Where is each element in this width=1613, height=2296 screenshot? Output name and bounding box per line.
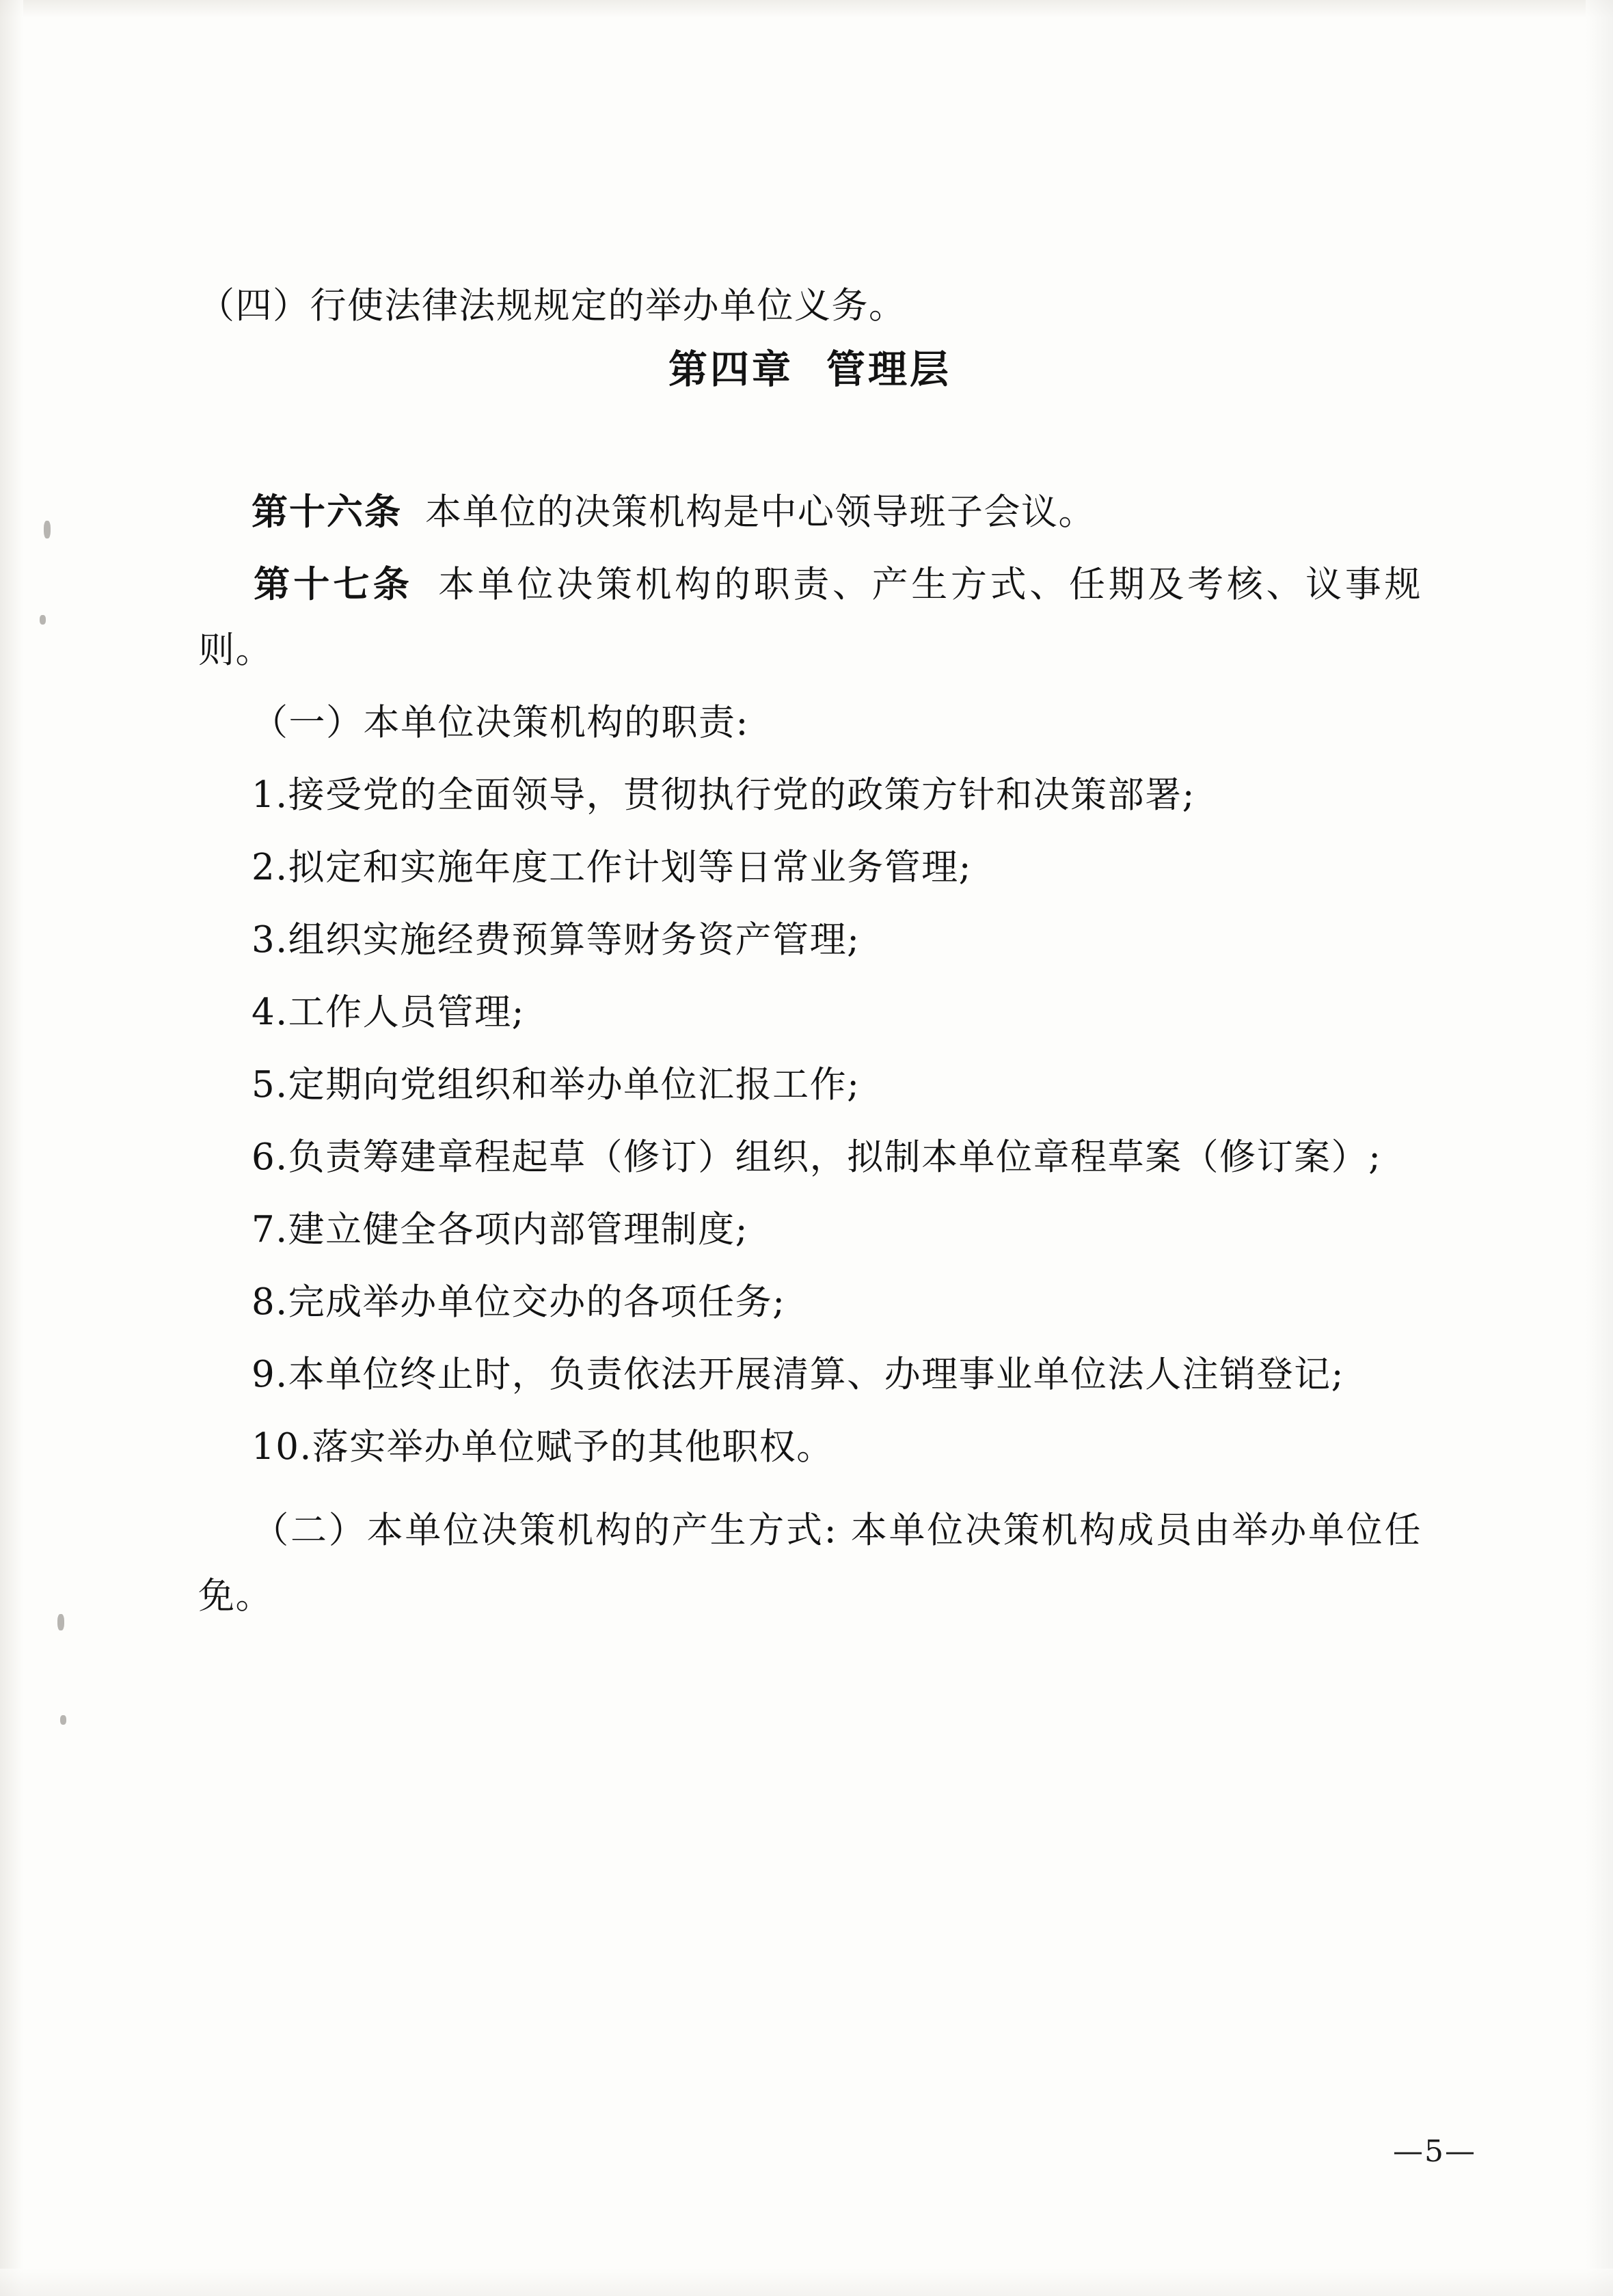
- clause-item-1-text: （一）本单位决策机构的职责:: [252, 702, 749, 743]
- list-item-text: 1.接受党的全面领导，贯彻执行党的政策方针和决策部署;: [252, 774, 1195, 816]
- scan-speck: [57, 1614, 64, 1630]
- scan-speck: [44, 521, 51, 538]
- list-item-text: 10.落实举办单位赋予的其他职权。: [252, 1426, 834, 1468]
- list-item-text: 6.负责筹建章程起草（修订）组织，拟制本单位章程草案（修订案）;: [252, 1136, 1382, 1178]
- article-seventeen-text: 本单位决策机构的职责、产生方式、任期及考核、议事规则。: [198, 564, 1422, 671]
- list-item: [198, 1342, 1422, 1408]
- scan-edge-top: [0, 0, 1613, 18]
- chapter-number: 第四章: [668, 347, 794, 392]
- article-sixteen-text: 本单位的决策机构是中心领导班子会议。: [425, 491, 1096, 533]
- document-body: [198, 273, 1422, 1629]
- article-sixteen: [198, 480, 1422, 545]
- list-item-text: 2.拟定和实施年度工作计划等日常业务管理;: [252, 847, 972, 888]
- article-sixteen-label: 第十六条: [252, 491, 402, 533]
- list-item-text: 5.定期向党组织和举办单位汇报工作;: [252, 1064, 860, 1106]
- list-item-text: 3.组织实施经费预算等财务资产管理;: [252, 919, 860, 961]
- clause-item-2: [198, 1498, 1422, 1629]
- article-seventeen: [198, 552, 1422, 683]
- chapter-name: 管理层: [826, 347, 951, 392]
- paragraph-item-4: （四）行使法律法规规定的举办单位义务。: [198, 285, 906, 327]
- scan-speck: [40, 615, 46, 625]
- list-item: [198, 1414, 1422, 1480]
- list-item: [198, 1270, 1422, 1335]
- scan-edge-bottom: [0, 2269, 1613, 2296]
- list-item: [198, 1125, 1422, 1190]
- scan-edge-left: [0, 0, 23, 2296]
- list-item: [198, 980, 1422, 1046]
- list-item: [198, 907, 1422, 973]
- clause-item-1: [198, 690, 1422, 756]
- list-item-text: 7.建立健全各项内部管理制度;: [252, 1209, 748, 1250]
- list-item: [198, 835, 1422, 901]
- page-number: —5—: [1393, 2134, 1476, 2169]
- list-item-text: 8.完成举办单位交办的各项任务;: [252, 1281, 786, 1323]
- chapter-heading: [198, 339, 1422, 400]
- list-item: [198, 763, 1422, 828]
- list-item-text: 9.本单位终止时，负责依法开展清算、办理事业单位法人注销登记;: [252, 1354, 1344, 1395]
- scan-speck: [60, 1715, 66, 1725]
- clause-item-2-text: （二）本单位决策机构的产生方式: 本单位决策机构成员由举办单位任免。: [198, 1509, 1422, 1617]
- list-item: [198, 1052, 1422, 1118]
- article-seventeen-label: 第十七条: [252, 564, 413, 605]
- scan-edge-right: [1586, 0, 1613, 2296]
- list-item: [198, 1197, 1422, 1263]
- list-item-text: 4.工作人员管理;: [252, 992, 525, 1033]
